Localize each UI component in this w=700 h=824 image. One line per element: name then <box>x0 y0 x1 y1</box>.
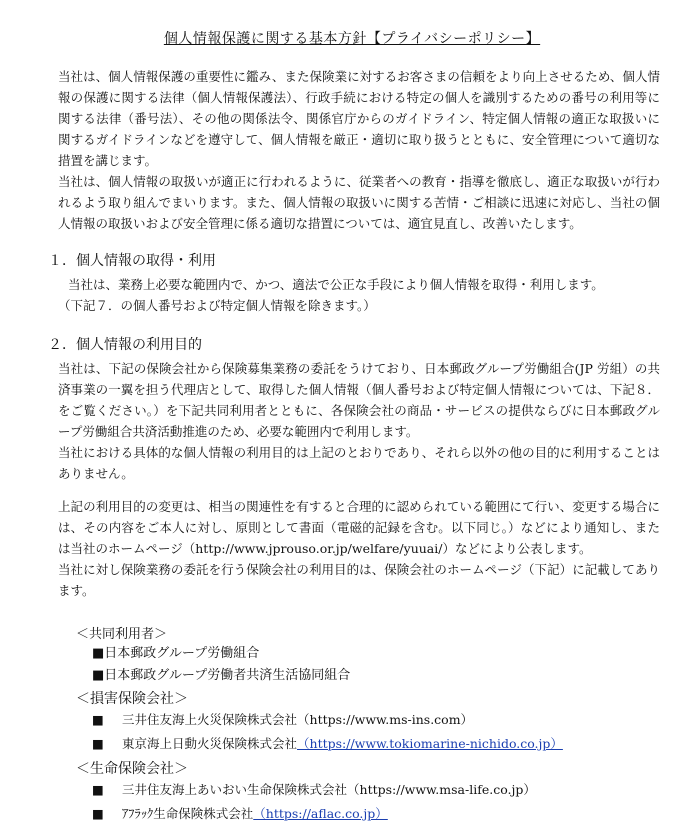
company-url-link[interactable]: （https://aflac.co.jp） <box>253 806 388 821</box>
bullet-square-icon: ■ <box>92 806 104 821</box>
section-1-note: （下記７．の個人番号および特定個人情報を除きます。） <box>58 298 376 313</box>
company-url-link[interactable]: （https://www.tokiomarine-nichido.co.jp） <box>297 736 563 751</box>
section-1-heading: １．個人情報の取得・利用 <box>48 253 216 269</box>
bullet-square-icon: ■ <box>92 712 104 727</box>
joint-users-heading: ＜共同利用者＞ <box>76 627 168 642</box>
section-2-heading: ２．個人情報の利用目的 <box>48 337 202 353</box>
section-2-paragraph-1: 当社は、下記の保険会社から保険募集業務の委託をうけており、日本郵政グループ労働組合(JP 労組）の共済事業の一翼を担う代理店として、取得した個人情報（個人番号および特定個人情報については、下記８．をご覧ください。）を下記共同利用者とともに、各保険会社の商品・サービスの提供ならびに日本郵政グループ労働組合共済活動推進のため、必要な範囲内で利用します。 <box>58 361 660 439</box>
company-item <box>92 780 660 800</box>
section-2-paragraph-4: 当社に対し保険業務の委託を行う保険会社の利用目的は、保険会社のホームページ（下記）に記載してあります。 <box>58 562 660 598</box>
company-item <box>92 734 660 754</box>
bullet-square-icon: ■ <box>92 782 104 797</box>
company-name: 三井住友海上火災保険株式会社 <box>122 712 298 727</box>
company-name: 東京海上日動火災保険株式会社 <box>122 736 298 751</box>
bullet-square-icon: ■ <box>92 736 104 751</box>
nonlife-insurers-heading: ＜損害保険会社＞ <box>76 691 188 707</box>
section-2-paragraph-3: 上記の利用目的の変更は、相当の関連性を有すると合理的に認められている範囲にて行い、変更する場合には、その内容をご本人に対し、原則として書面（電磁的記録を含む。以下同じ。）などにより通知し、または当社のホームページ（http://www.jprouso.or.jp/welfare/yuuai/）などにより公表します。 <box>58 499 660 556</box>
life-insurers-heading: ＜生命保険会社＞ <box>76 761 188 777</box>
company-url: （https://www.ms-ins.com） <box>297 712 474 727</box>
company-item <box>92 804 660 824</box>
company-url: （https://www.msa-life.co.jp） <box>347 782 536 797</box>
section-2-paragraph-2: 当社における具体的な個人情報の利用目的は上記のとおりであり、それら以外の他の目的に利用することはありません。 <box>58 445 660 481</box>
page-title: 個人情報保護に関する基本方針【プライバシーポリシー】 <box>163 31 541 47</box>
section-1-text: 当社は、業務上必要な範囲内で、かつ、適法で公正な手段により個人情報を取得・利用します。 <box>68 277 604 292</box>
company-name: ｱﾌﾗｯｸ生命保険株式会社 <box>122 806 254 821</box>
joint-user-item: ■日本郵政グループ労働組合 <box>92 646 260 661</box>
intro-paragraph-2: 当社は、個人情報の取扱いが適正に行われるように、従業者への教育・指導を徹底し、適正な取扱いが行われるよう取り組んでまいります。また、個人情報の取扱いに関する苦情・ご相談に迅速に対応し、当社の個人情報の取扱いおよび安全管理に係る適切な措置については、適宜見直し、改善いたします。 <box>58 174 660 231</box>
joint-user-item: ■日本郵政グループ労働者共済生活協同組合 <box>92 668 351 683</box>
company-item <box>92 710 660 730</box>
company-name: 三井住友海上あいおい生命保険株式会社 <box>122 782 348 797</box>
intro-paragraph-1: 当社は、個人情報保護の重要性に鑑み、また保険業に対するお客さまの信頼をより向上させるため、個人情報の保護に関する法律（個人情報保護法）、行政手続における特定の個人を識別するための番号の利用等に関する法律（番号法）、その他の関係法令、関係官庁からのガイドライン、特定個人情報の適正な取扱いに関するガイドラインなどを遵守して、個人情報を厳正・適切に取り扱うとともに、安全管理について適切な措置を講じます。 <box>58 69 660 168</box>
